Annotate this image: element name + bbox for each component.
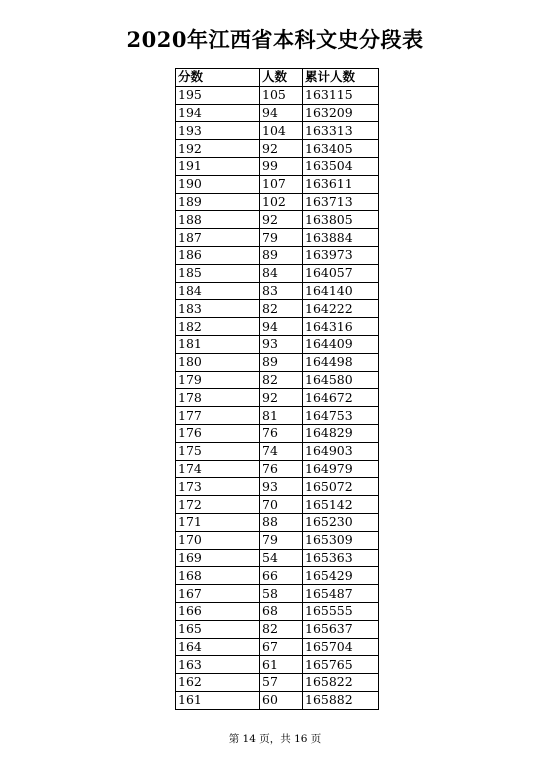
table-row: [176, 585, 379, 603]
score-distribution-table: [175, 68, 379, 710]
cell-score: 187: [176, 229, 260, 247]
cell-score: 195: [176, 86, 260, 104]
cell-cumulative: 164057: [303, 264, 379, 282]
cell-cumulative: 165230: [303, 513, 379, 531]
cell-count: 79: [260, 229, 303, 247]
cell-cumulative: 163504: [303, 157, 379, 175]
cell-score: 186: [176, 246, 260, 264]
cell-cumulative: 163713: [303, 193, 379, 211]
cell-cumulative: 165765: [303, 656, 379, 674]
cell-cumulative: 163115: [303, 86, 379, 104]
cell-count: 105: [260, 86, 303, 104]
table-row: [176, 531, 379, 549]
cell-count: 79: [260, 531, 303, 549]
cell-cumulative: 163884: [303, 229, 379, 247]
cell-count: 68: [260, 602, 303, 620]
cell-score: 193: [176, 122, 260, 140]
cell-count: 81: [260, 407, 303, 425]
table-row: [176, 157, 379, 175]
cell-score: 169: [176, 549, 260, 567]
table-row: [176, 371, 379, 389]
cell-score: 191: [176, 157, 260, 175]
cell-count: 83: [260, 282, 303, 300]
table-row: [176, 211, 379, 229]
table-row: [176, 353, 379, 371]
cell-cumulative: 163805: [303, 211, 379, 229]
cell-count: 92: [260, 389, 303, 407]
table-row: [176, 638, 379, 656]
cell-score: 165: [176, 620, 260, 638]
cell-count: 94: [260, 318, 303, 336]
cell-score: 173: [176, 478, 260, 496]
cell-score: 163: [176, 656, 260, 674]
table-row: [176, 318, 379, 336]
header-count: 人数: [260, 69, 303, 87]
cell-score: 166: [176, 602, 260, 620]
page-footer: 第 14 页，共 16 页: [228, 733, 322, 745]
cell-score: 177: [176, 407, 260, 425]
table-row: [176, 424, 379, 442]
cell-count: 94: [260, 104, 303, 122]
cell-count: 82: [260, 371, 303, 389]
cell-score: 176: [176, 424, 260, 442]
table-row: [176, 442, 379, 460]
table-body: [176, 86, 379, 709]
cell-count: 92: [260, 140, 303, 158]
table-row: [176, 86, 379, 104]
cell-score: 171: [176, 513, 260, 531]
table-row: [176, 567, 379, 585]
cell-count: 89: [260, 246, 303, 264]
table-row: [176, 282, 379, 300]
cell-count: 82: [260, 620, 303, 638]
cell-score: 185: [176, 264, 260, 282]
cell-cumulative: 164580: [303, 371, 379, 389]
cell-count: 70: [260, 496, 303, 514]
cell-count: 60: [260, 691, 303, 709]
cell-score: 183: [176, 300, 260, 318]
table-row: [176, 193, 379, 211]
table-row: [176, 389, 379, 407]
cell-score: 161: [176, 691, 260, 709]
table-row: [176, 122, 379, 140]
cell-cumulative: 164316: [303, 318, 379, 336]
table-row: [176, 478, 379, 496]
cell-score: 162: [176, 674, 260, 692]
cell-cumulative: 164672: [303, 389, 379, 407]
table-row: [176, 229, 379, 247]
cell-cumulative: 164222: [303, 300, 379, 318]
page-title: 2020年江西省本科文史分段表: [126, 27, 424, 52]
cell-cumulative: 163973: [303, 246, 379, 264]
cell-cumulative: 165822: [303, 674, 379, 692]
cell-count: 54: [260, 549, 303, 567]
table-row: [176, 175, 379, 193]
table-row: [176, 674, 379, 692]
cell-score: 192: [176, 140, 260, 158]
cell-cumulative: 164829: [303, 424, 379, 442]
cell-score: 174: [176, 460, 260, 478]
table-row: [176, 140, 379, 158]
cell-cumulative: 165882: [303, 691, 379, 709]
cell-count: 84: [260, 264, 303, 282]
header-cumulative: 累计人数: [303, 69, 379, 87]
table-header-row: [176, 69, 379, 87]
cell-cumulative: 163611: [303, 175, 379, 193]
cell-score: 180: [176, 353, 260, 371]
cell-count: 76: [260, 424, 303, 442]
cell-count: 88: [260, 513, 303, 531]
cell-count: 57: [260, 674, 303, 692]
table-row: [176, 264, 379, 282]
cell-score: 184: [176, 282, 260, 300]
cell-count: 93: [260, 478, 303, 496]
cell-score: 164: [176, 638, 260, 656]
cell-cumulative: 165363: [303, 549, 379, 567]
cell-cumulative: 165637: [303, 620, 379, 638]
table-row: [176, 513, 379, 531]
cell-score: 188: [176, 211, 260, 229]
cell-cumulative: 164140: [303, 282, 379, 300]
table-row: [176, 407, 379, 425]
cell-score: 172: [176, 496, 260, 514]
cell-score: 181: [176, 335, 260, 353]
cell-cumulative: 165555: [303, 602, 379, 620]
cell-count: 82: [260, 300, 303, 318]
cell-score: 170: [176, 531, 260, 549]
table-row: [176, 104, 379, 122]
cell-score: 182: [176, 318, 260, 336]
table-row: [176, 691, 379, 709]
cell-cumulative: 164498: [303, 353, 379, 371]
cell-count: 99: [260, 157, 303, 175]
cell-score: 194: [176, 104, 260, 122]
cell-count: 102: [260, 193, 303, 211]
cell-count: 93: [260, 335, 303, 353]
cell-cumulative: 165429: [303, 567, 379, 585]
cell-score: 178: [176, 389, 260, 407]
cell-cumulative: 163405: [303, 140, 379, 158]
cell-cumulative: 164753: [303, 407, 379, 425]
cell-count: 58: [260, 585, 303, 603]
cell-cumulative: 164409: [303, 335, 379, 353]
cell-cumulative: 164903: [303, 442, 379, 460]
cell-cumulative: 165704: [303, 638, 379, 656]
table-row: [176, 460, 379, 478]
table-row: [176, 656, 379, 674]
cell-cumulative: 165309: [303, 531, 379, 549]
cell-count: 67: [260, 638, 303, 656]
table-row: [176, 300, 379, 318]
cell-count: 74: [260, 442, 303, 460]
cell-score: 179: [176, 371, 260, 389]
table-row: [176, 496, 379, 514]
table-row: [176, 602, 379, 620]
header-score: 分数: [176, 69, 260, 87]
table-row: [176, 620, 379, 638]
cell-cumulative: 165142: [303, 496, 379, 514]
cell-score: 168: [176, 567, 260, 585]
cell-count: 66: [260, 567, 303, 585]
cell-count: 104: [260, 122, 303, 140]
cell-count: 76: [260, 460, 303, 478]
cell-cumulative: 165487: [303, 585, 379, 603]
cell-count: 92: [260, 211, 303, 229]
cell-score: 189: [176, 193, 260, 211]
cell-cumulative: 163209: [303, 104, 379, 122]
cell-cumulative: 163313: [303, 122, 379, 140]
cell-cumulative: 165072: [303, 478, 379, 496]
table-row: [176, 335, 379, 353]
cell-score: 167: [176, 585, 260, 603]
cell-count: 89: [260, 353, 303, 371]
table-row: [176, 246, 379, 264]
cell-cumulative: 164979: [303, 460, 379, 478]
cell-count: 61: [260, 656, 303, 674]
cell-count: 107: [260, 175, 303, 193]
table-row: [176, 549, 379, 567]
cell-score: 190: [176, 175, 260, 193]
cell-score: 175: [176, 442, 260, 460]
